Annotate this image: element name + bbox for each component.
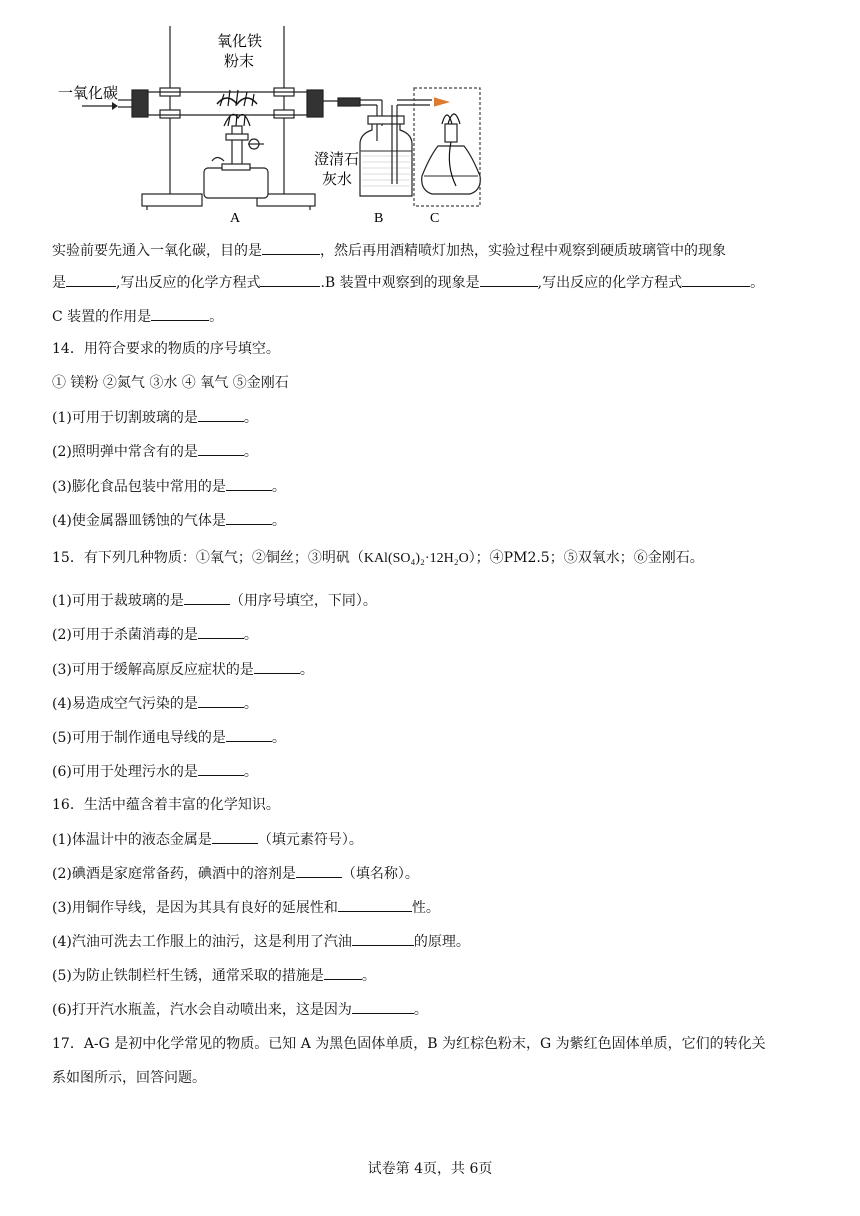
answer-blank[interactable]	[151, 306, 209, 321]
q16-item: (2)碘酒是家庭常备药，碘酒中的溶剂是 （填名称）。	[52, 863, 419, 884]
answer-blank[interactable]	[226, 510, 272, 525]
answer-blank[interactable]	[66, 272, 116, 287]
q14-title: 14．用符合要求的物质的序号填空。	[52, 341, 280, 357]
label-c: C	[430, 211, 440, 226]
q14-options: ① 镁粉 ②氮气 ③水 ④ 氧气 ⑤金刚石	[52, 375, 289, 391]
page-footer: 试卷第 4页，共 6页	[367, 1161, 493, 1177]
q17-line1: 17．A-G 是初中化学常见的物质。已知 A 为黑色固体单质，B 为红棕色粉末，G 为紫红色固体单质，它们的转化关	[52, 1036, 766, 1052]
answer-blank[interactable]	[262, 240, 320, 255]
q14-item: (2)照明弹中常含有的是 。	[52, 441, 258, 462]
answer-blank[interactable]	[338, 897, 412, 912]
q15-item: (3)可用于缓解高原反应症状的是 。	[52, 659, 314, 680]
limewater-label-line1: 澄清石	[314, 150, 360, 168]
q16-item: (1)体温计中的液态金属是 （填元素符号）。	[52, 829, 363, 850]
q13-line1: 实验前要先通入一氧化碳，目的是 ，然后再用酒精喷灯加热，实验过程中观察到硬质玻璃管中的现象	[52, 240, 726, 261]
apparatus-diagram	[52, 26, 482, 226]
q16-title: 16．生活中蕴含着丰富的化学知识。	[52, 797, 280, 813]
q14-item: (1)可用于切割玻璃的是 。	[52, 407, 258, 428]
answer-blank[interactable]	[324, 965, 362, 980]
q15-item: (5)可用于制作通电导线的是 。	[52, 727, 286, 748]
q16-item: (4)汽油可洗去工作服上的油污，这是利用了汽油 的原理。	[52, 931, 470, 952]
q13-line2: 是 ,写出反应的化学方程式 .B 装置中观察到的现象是 ,写出反应的化学方程式 。	[52, 272, 764, 293]
answer-blank[interactable]	[352, 999, 414, 1014]
q17-line2: 系如图所示，回答问题。	[52, 1070, 206, 1086]
q15-title: 15．有下列几种物质：①氧气；②铜丝；③明矾（KAl(SO₄)₂·12H₂O）；④PM2.5；⑤双氧水；⑥金刚石。	[52, 550, 704, 566]
answer-blank[interactable]	[480, 272, 538, 287]
q15-item: (2)可用于杀菌消毒的是 。	[52, 624, 258, 645]
q15-item: (1)可用于裁玻璃的是 （用序号填空，下同）。	[52, 590, 377, 611]
label-b: B	[374, 211, 384, 226]
q14-item: (3)膨化食品包装中常用的是 。	[52, 476, 286, 497]
answer-blank[interactable]	[226, 727, 272, 742]
q16-item: (6)打开汽水瓶盖，汽水会自动喷出来，这是因为 。	[52, 999, 428, 1020]
answer-blank[interactable]	[254, 659, 300, 674]
q15-item: (4)易造成空气污染的是 。	[52, 693, 258, 714]
answer-blank[interactable]	[260, 272, 320, 287]
alum-formula: KAl(SO₄)₂·12H₂O	[363, 551, 469, 566]
answer-blank[interactable]	[198, 693, 244, 708]
answer-blank[interactable]	[212, 829, 258, 844]
answer-blank[interactable]	[226, 476, 272, 491]
q14-item: (4)使金属器皿锈蚀的气体是 。	[52, 510, 286, 531]
answer-blank[interactable]	[198, 441, 244, 456]
answer-blank[interactable]	[352, 931, 414, 946]
co-label: 一氧化碳	[58, 84, 119, 102]
label-a: A	[230, 211, 241, 226]
answer-blank[interactable]	[296, 863, 342, 878]
answer-blank[interactable]	[184, 590, 230, 605]
answer-blank[interactable]	[198, 407, 244, 422]
answer-blank[interactable]	[198, 624, 244, 639]
q16-item: (3)用铜作导线，是因为其具有良好的延展性和 性。	[52, 897, 440, 918]
answer-blank[interactable]	[682, 272, 750, 287]
q13-line3: C 装置的作用是 。	[52, 306, 223, 327]
fe2o3-label-line2: 粉末	[224, 52, 255, 70]
q16-item: (5)为防止铁制栏杆生锈，通常采取的措施是 。	[52, 965, 376, 986]
q15-item: (6)可用于处理污水的是 。	[52, 761, 258, 782]
limewater-label-line2: 灰水	[322, 170, 353, 188]
answer-blank[interactable]	[198, 761, 244, 776]
fe2o3-label-line1: 氧化铁	[217, 32, 263, 50]
